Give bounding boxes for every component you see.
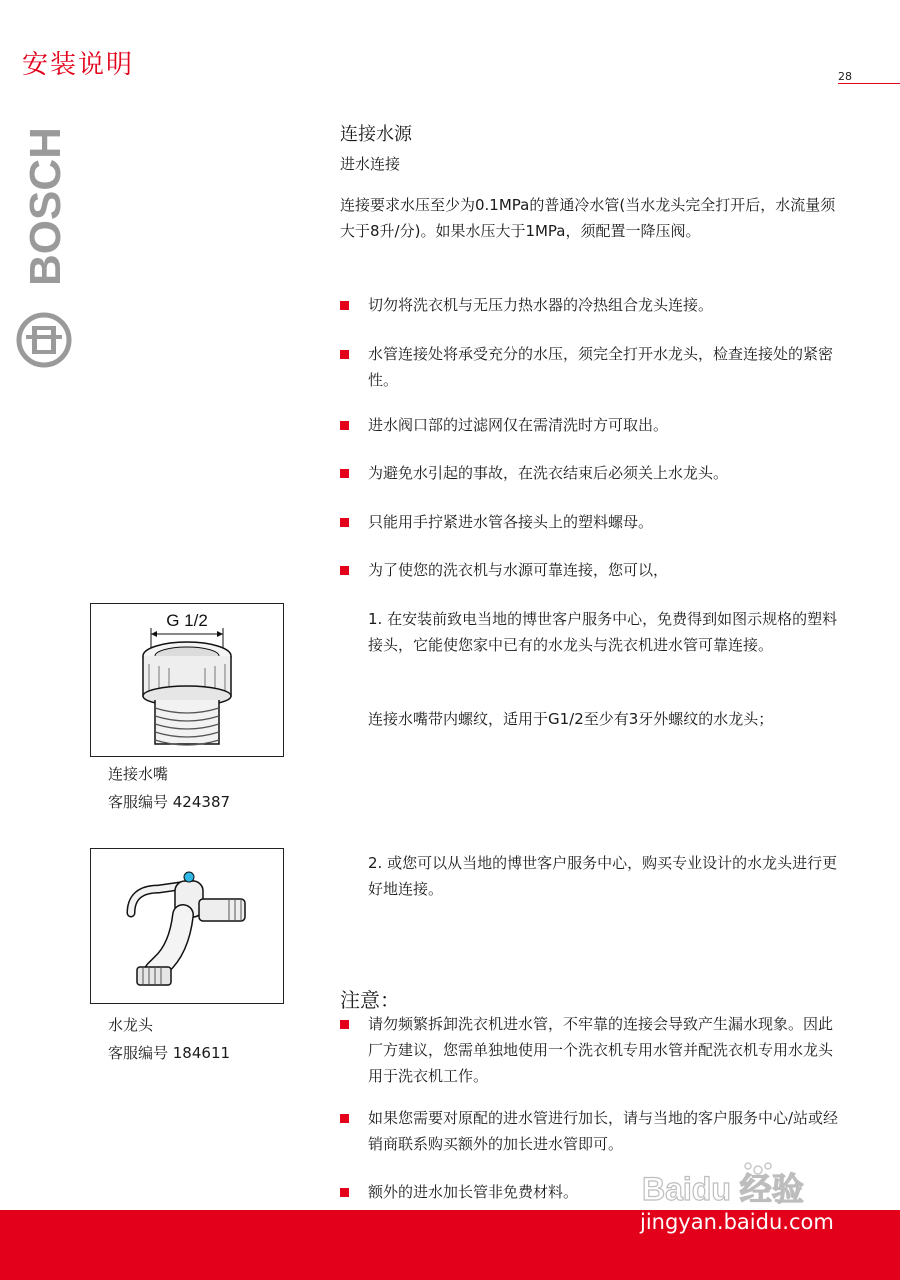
option-one-text: 1. 在安装前致电当地的博世客户服务中心，免费得到如图示规格的塑料接头，它能使您家中已有的水龙头与洗衣机进水管可靠连接。 — [368, 610, 838, 654]
connector-caption: 连接水嘴 — [108, 765, 169, 783]
baidu-watermark-logo — [640, 1160, 860, 1206]
bullet-square-icon — [340, 1188, 349, 1197]
bullet-item — [340, 509, 840, 535]
bullet-item — [340, 460, 840, 486]
bullet-square-icon — [340, 350, 349, 359]
bullet-square-icon — [340, 1114, 349, 1123]
page-number: 28 — [838, 70, 852, 83]
bosch-armature-icon — [19, 315, 69, 365]
faucet-illustration — [91, 849, 283, 1003]
watermark-site-text: jingyan.baidu.com — [640, 1210, 834, 1234]
bullet-item — [340, 557, 840, 583]
bullet-square-icon — [340, 1020, 349, 1029]
bullet-square-icon — [340, 301, 349, 310]
bosch-brand-mark — [14, 118, 74, 368]
bullet-square-icon — [340, 518, 349, 527]
connector-figure — [90, 603, 284, 757]
option-one-thread-note: 连接水嘴带内螺纹，适用于G1/2至少有3牙外螺纹的水龙头； — [368, 710, 774, 728]
note-bullet-item — [340, 1011, 840, 1089]
section-title: 连接水源 — [340, 124, 412, 145]
bullet-square-icon — [340, 566, 349, 575]
section-subtitle: 进水连接 — [340, 155, 401, 173]
note-bullet-text: 额外的进水加长管非免费材料。 — [368, 1183, 579, 1201]
faucet-part-number: 客服编号 184611 — [108, 1044, 231, 1062]
note-bullet-item — [340, 1105, 840, 1157]
intro-paragraph: 连接要求水压至少为0.1MPa的普通冷水管(当水龙头完全打开后，水流量须大于8升/分)。如果水压大于1MPa，须配置一降压阀。 — [340, 196, 836, 240]
bullet-item — [340, 412, 840, 438]
baidu-watermark-logo-text: Baidu 经验 — [642, 1171, 804, 1206]
faucet-figure — [90, 848, 284, 1004]
faucet-caption: 水龙头 — [108, 1016, 154, 1034]
bullet-square-icon — [340, 421, 349, 430]
bullet-text: 水管连接处将承受充分的水压，须完全打开水龙头，检查连接处的紧密性。 — [368, 345, 834, 389]
bullet-square-icon — [340, 469, 349, 478]
thread-size-label: G 1/2 — [166, 611, 208, 630]
hose-connector-illustration — [91, 604, 283, 756]
brand-wordmark: BOSCH — [21, 127, 70, 286]
bullet-text: 为避免水引起的事故，在洗衣结束后必须关上水龙头。 — [368, 464, 729, 482]
page-header-title: 安装说明 — [22, 50, 135, 80]
bullet-text: 切勿将洗衣机与无压力热水器的冷热组合龙头连接。 — [368, 296, 714, 314]
note-bullet-text: 请勿频繁拆卸洗衣机进水管，不牢靠的连接会导致产生漏水现象。因此厂方建议，您需单独地使用一个洗衣机专用水管并配洗衣机专用水龙头用于洗衣机工作。 — [368, 1015, 834, 1085]
bullet-item — [340, 341, 840, 393]
bullet-item — [340, 292, 840, 318]
note-title: 注意： — [340, 988, 400, 1012]
bullet-text: 只能用手拧紧进水管各接头上的塑料螺母。 — [368, 513, 654, 531]
connector-part-number: 客服编号 424387 — [108, 793, 231, 811]
option-two-text: 2. 或您可以从当地的博世客户服务中心，购买专业设计的水龙头进行更好地连接。 — [368, 854, 838, 898]
bullet-text: 为了使您的洗衣机与水源可靠连接，您可以， — [368, 561, 669, 579]
page-number-rule — [838, 83, 900, 84]
bullet-text: 进水阀口部的过滤网仅在需清洗时方可取出。 — [368, 416, 669, 434]
note-bullet-text: 如果您需要对原配的进水管进行加长，请与当地的客户服务中心/站或经销商联系购买额外的加长进水管即可。 — [368, 1109, 839, 1153]
